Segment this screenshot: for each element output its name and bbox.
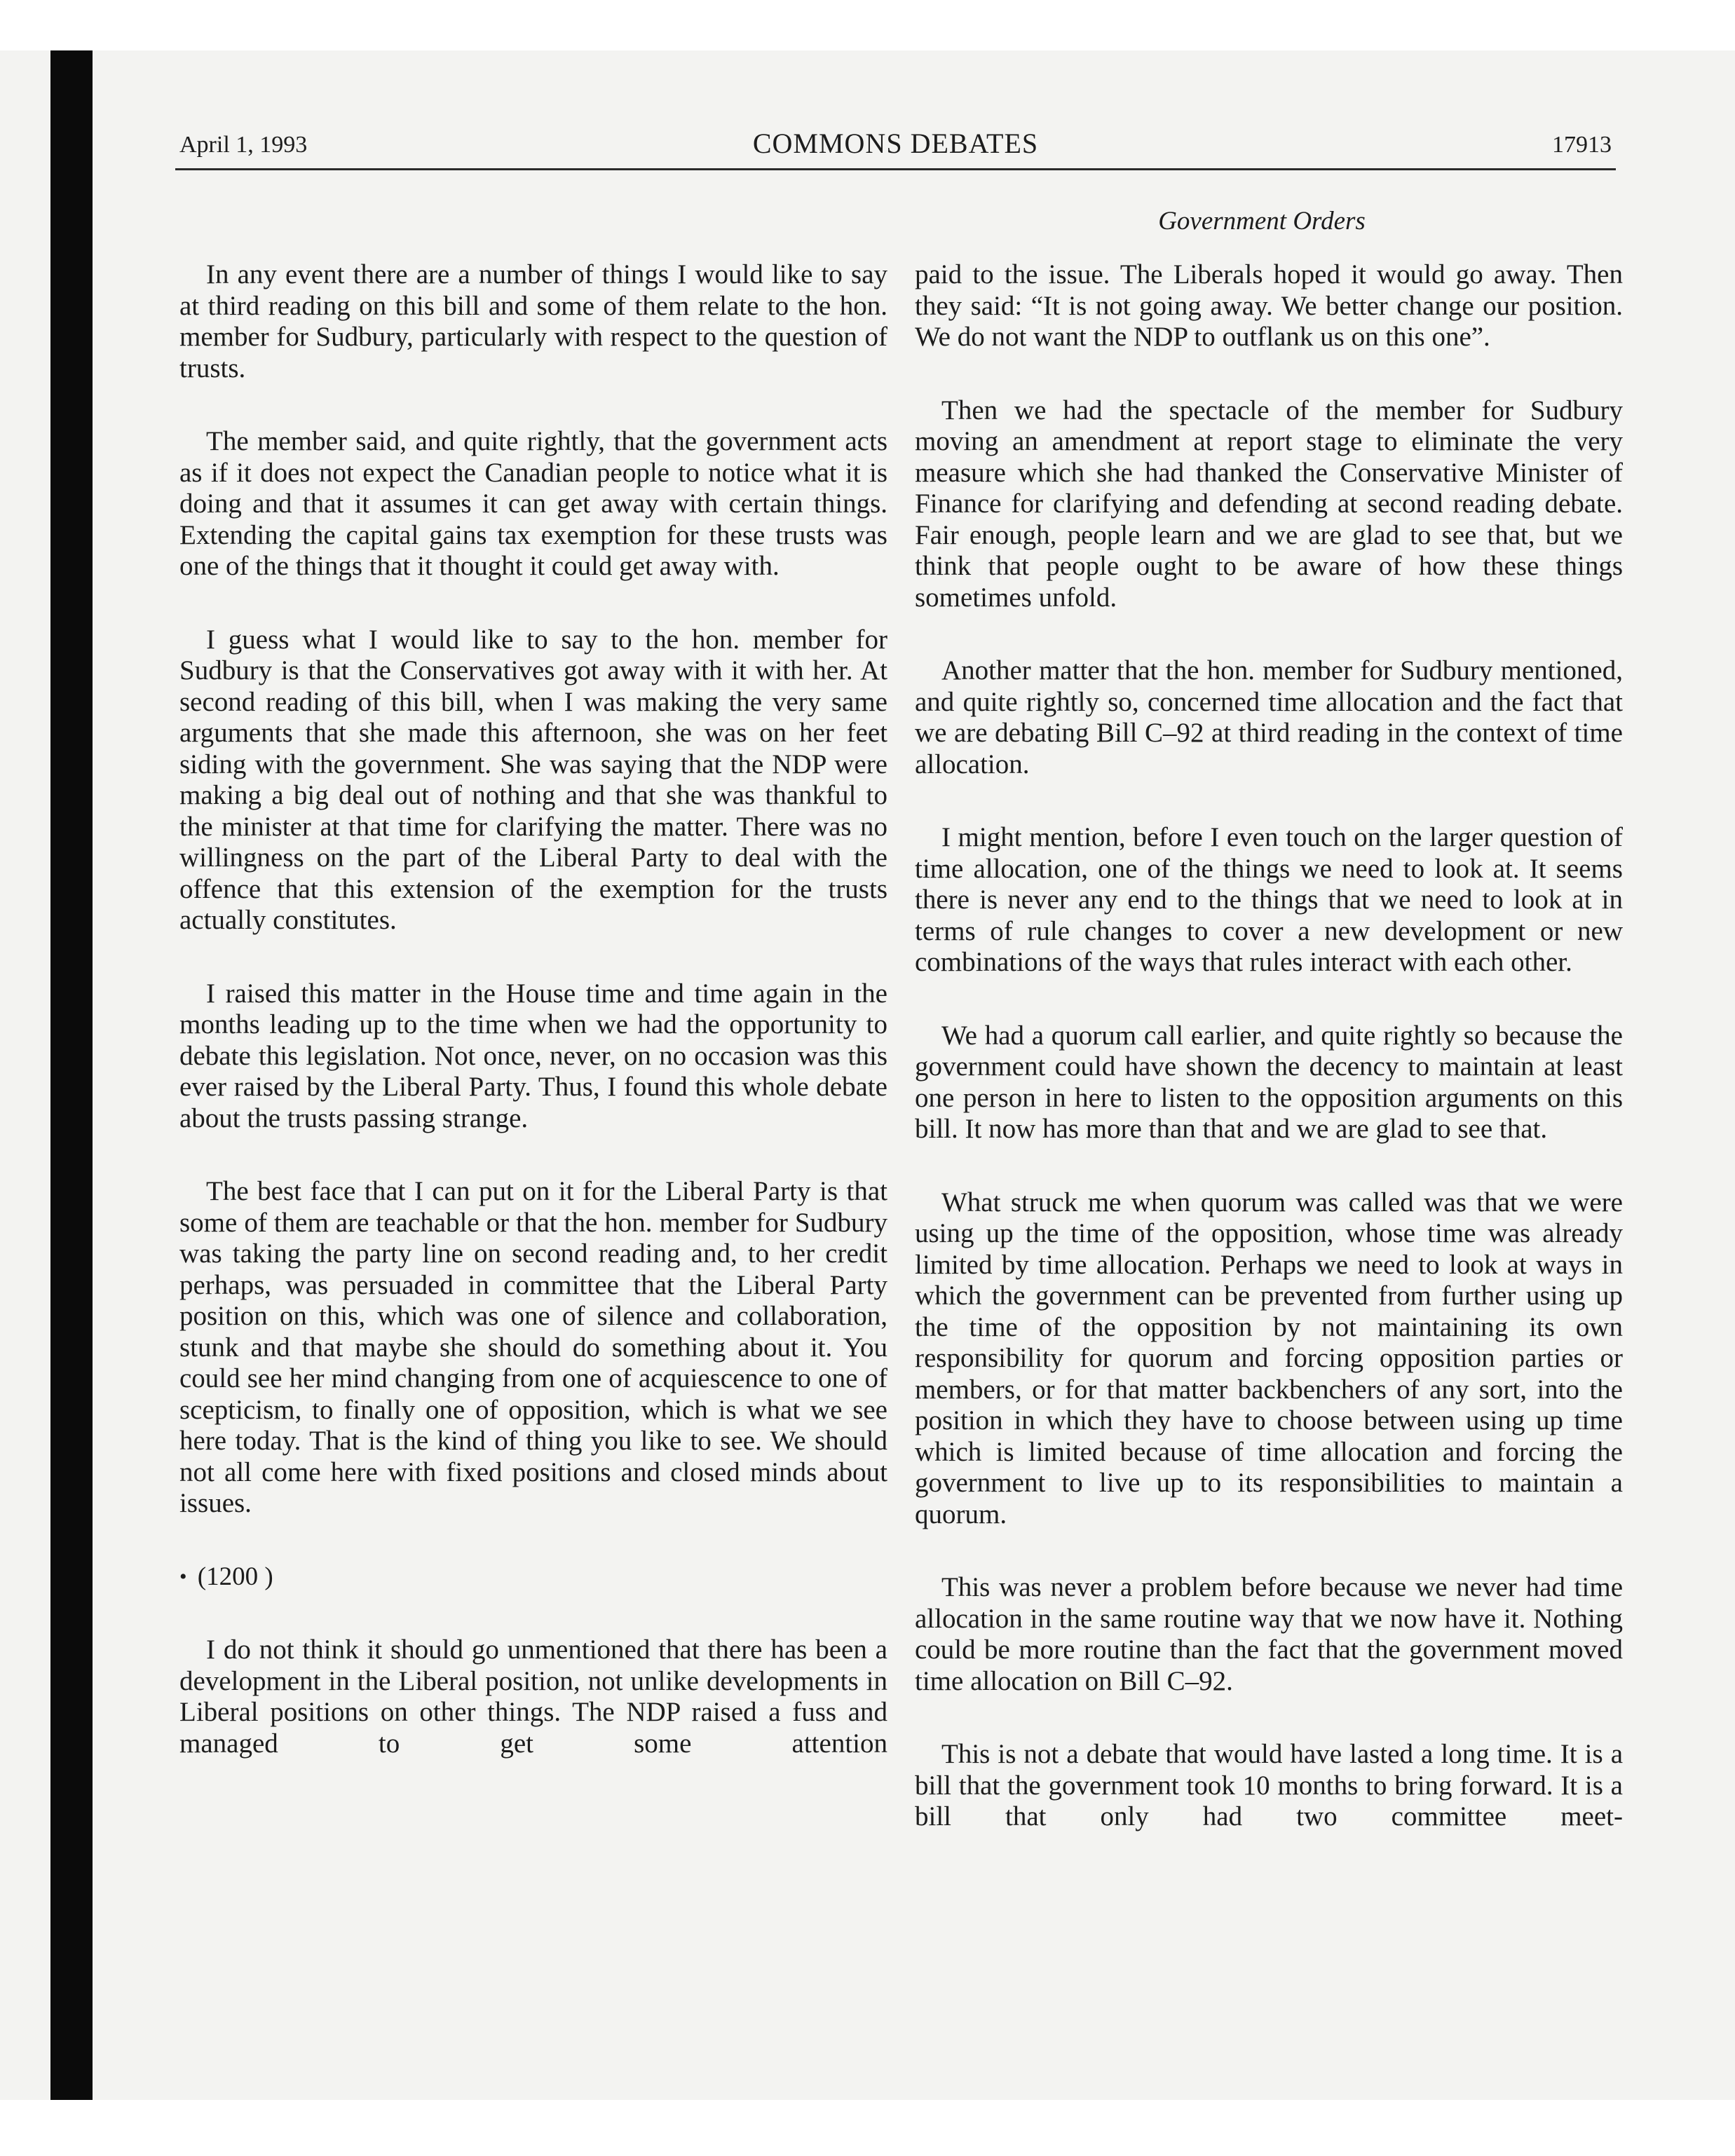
paragraph: I guess what I would like to say to the hon. member for Sudbury is that the Conservatives got away with it with her. At second reading of this bill, when I was making the very same arguments that she made this afternoon, she was on her feet siding with the government. She was saying that the NDP were making a big deal out of nothing and that she was thankful to the minister at that time for clarifying the matter. There was no willingness on the part of the Liberal Party to deal with the offence that this extension of the exemption for the trusts actually constitutes. [179, 624, 887, 935]
paragraph: The best face that I can put on it for the Liberal Party is that some of them are teachable or that the hon. member for Sudbury was taking the party line on second reading and, to her credit perhaps, was persuaded in committee that the Liberal Party position on this, which was one of silence and collaboration, stunk and that maybe she should do something about it. You could see her mind changing from one of acquiescence to one of scepticism, to finally one of opposition, which is what we see here today. That is the kind of thing you like to see. We should not all come here with fixed positions and closed minds about issues. [179, 1176, 887, 1518]
paragraph: Another matter that the hon. member for Sudbury mentioned, and quite rightly so, concerned time allocation and the fact that we are debating Bill C–92 at third reading in the context of time allocation. [915, 655, 1623, 779]
paragraph: The member said, and quite rightly, that the government acts as if it does not expect the Canadian people to notice what it is doing and that it assumes it can get away with certain things. Extending the capital gains tax exemption for these trusts was one of the things that it thought it could get away with. [179, 426, 887, 581]
paragraph: In any event there are a number of things I would like to say at third reading on this bill and some of them relate to the hon. member for Sudbury, particularly with respect to the question of trusts. [179, 259, 887, 383]
right-column [915, 259, 1623, 1875]
paragraph: I might mention, before I even touch on the larger question of time allocation, one of the things we need to look at. It seems there is never any end to the things that we need to look at in terms of rule changes to cover a new development or new combinations of the ways that rules interact with each other. [915, 822, 1623, 977]
bullet-icon: • [179, 1564, 187, 1588]
paragraph: What struck me when quorum was called was that we were using up the time of the opposition, whose time was already limited by time allocation. Perhaps we need to look at ways in which the government can be prevented from further using up the time of the opposition by not maintaining its own responsibility for quorum and forcing opposition parties or members, or for that matter backbenchers of any sort, into the position in which they have to choose between using up time which is limited because of time allocation and forcing the government to live up to its responsibilities to maintain a quorum. [915, 1187, 1623, 1529]
paragraph: This is not a debate that would have lasted a long time. It is a bill that the government took 10 months to bring forward. It is a bill that only had two committee meet- [915, 1739, 1623, 1831]
time-marker [179, 1562, 887, 1593]
left-column [179, 259, 887, 1801]
paragraph: I raised this matter in the House time and time again in the months leading up to the time when we had the opportunity to debate this legislation. Not once, never, on no occasion was this ever raised by the Liberal Party. Thus, I found this whole debate about the trusts passing strange. [179, 978, 887, 1133]
header-title: COMMONS DEBATES [752, 128, 1039, 159]
paragraph-continued: paid to the issue. The Liberals hoped it would go away. Then they said: “It is not going away. We better change our position. We do not want the NDP to outflank us on this one”. [915, 259, 1623, 352]
paragraph: I do not think it should go unmentioned that there has been a development in the Liberal position, not unlike developments in Liberal positions on other things. The NDP raised a fuss and managed to get some attention [179, 1635, 887, 1759]
page-number: 17913 [1552, 132, 1612, 158]
paragraph: This was never a problem before because we never had time allocation in the same routine way that we now have it. Nothing could be more routine than the fact that the government moved time allocation on Bill C–92. [915, 1572, 1623, 1696]
section-label: Government Orders [1158, 207, 1366, 236]
header-date: April 1, 1993 [179, 132, 308, 158]
paragraph: Then we had the spectacle of the member for Sudbury moving an amendment at report stage to eliminate the very measure which she had thanked the Conservative Minister of Finance for clarifying and defending at second reading debate. Fair enough, people learn and we are glad to see that, but we think that people ought to be aware of how these things sometimes unfold. [915, 395, 1623, 613]
time-marker-text: (1200 ) [197, 1562, 273, 1591]
scan-binding-edge [50, 50, 93, 2100]
paragraph: We had a quorum call earlier, and quite rightly so because the government could have shown the decency to maintain at least one person in here to listen to the opposition arguments on this bill. It now has more than that and we are glad to see that. [915, 1020, 1623, 1144]
page-header [175, 126, 1616, 170]
